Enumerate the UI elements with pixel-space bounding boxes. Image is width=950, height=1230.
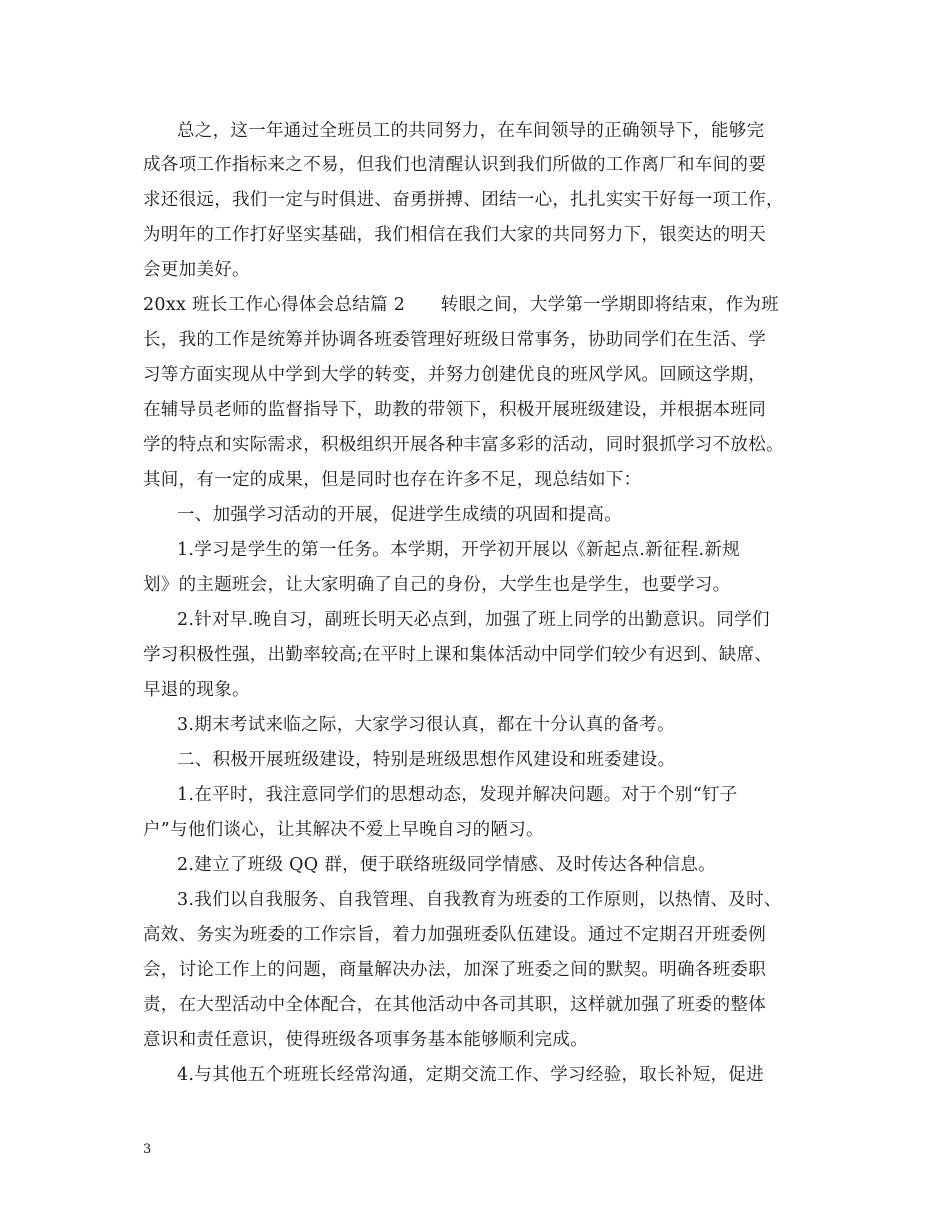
text-line: 为明年的工作打好坚实基础，我们相信在我们大家的共同努力下，银奕达的明天 [143,225,766,245]
text-line: 责，在大型活动中全体配合，在其他活动中各司其职，这样就加强了班委的整体 [143,995,766,1015]
text-line: 在辅导员老师的监督指导下，助教的带领下，积极开展班级建设，并根据本班同 [143,400,766,420]
text-line: 高效、务实为班委的工作宗旨，着力加强班委队伍建设。通过不定期召开班委例 [143,925,766,945]
text-line: 1.在平时，我注意同学们的思想动态，发现并解决问题。对于个别“钉子 [177,785,738,805]
text-line: 求还很远，我们一定与时俱进、奋勇拼搏、团结一心，扎扎实实干好每一项工作， [143,190,784,210]
text-line: 3.期末考试来临之际，大家学习很认真，都在十分认真的备考。 [177,715,675,735]
text-line: 习等方面实现从中学到大学的转变，并努力创建优良的班风学风。回顾这学期， [143,365,766,385]
text-line: 划》的主题班会，让大家明确了自己的身份，大学生也是学生，也要学习。 [143,575,731,595]
text-line: 2.针对早.晚自习，副班长明天必点到，加强了班上同学的出勤意识。同学们 [177,610,770,630]
text-line: 总之，这一年通过全班员工的共同努力，在车间领导的正确领导下，能够完 [177,121,765,141]
text-line: 会更加美好。 [143,260,250,280]
text-line: 2.建立了班级 QQ 群，便于联络班级同学情感、及时传达各种信息。 [177,855,716,875]
text-line: 1.学习是学生的第一任务。本学期，开学初开展以《新起点.新征程.新规 [177,540,741,560]
text-line: 一、加强学习活动的开展，促进学生成绩的巩固和提高。 [177,505,622,525]
text-line: 户”与他们谈心，让其解决不爱上早晚自习的陋习。 [143,820,544,840]
text-line: 学的特点和实际需求，积极组织开展各种丰富多彩的活动，同时狠抓学习不放松。 [143,435,784,455]
text-line: 会，讨论工作上的问题，商量解决办法，加深了班委之间的默契。明确各班委职 [143,960,766,980]
page-number: 3 [143,1142,152,1157]
text-line: 二、积极开展班级建设，特别是班级思想作风建设和班委建设。 [177,750,676,770]
text-line: 学习积极性强，出勤率较高;在平时上课和集体活动中同学们较少有迟到、缺席、 [143,645,773,665]
text-line: 成各项工作指标来之不易，但我们也清醒认识到我们所做的工作离厂和车间的要 [143,155,766,175]
section-heading-line: 20xx 班长工作心得体会总结篇 2 转眼之间，大学第一学期即将结束，作为班 [143,295,779,315]
text-line: 3.我们以自我服务、自我管理、自我教育为班委的工作原则，以热情、及时、 [177,890,782,910]
text-line: 4.与其他五个班班长经常沟通，定期交流工作、学习经验，取长补短，促进 [177,1065,764,1085]
text-line: 早退的现象。 [143,680,250,700]
text-line: 长，我的工作是统筹并协调各班委管理好班级日常事务，协助同学们在生活、学 [143,330,766,350]
text-line: 其间，有一定的成果，但是同时也存在许多不足，现总结如下： [143,470,642,490]
text-line: 意识和责任意识，使得班级各项事务基本能够顺利完成。 [143,1030,588,1050]
